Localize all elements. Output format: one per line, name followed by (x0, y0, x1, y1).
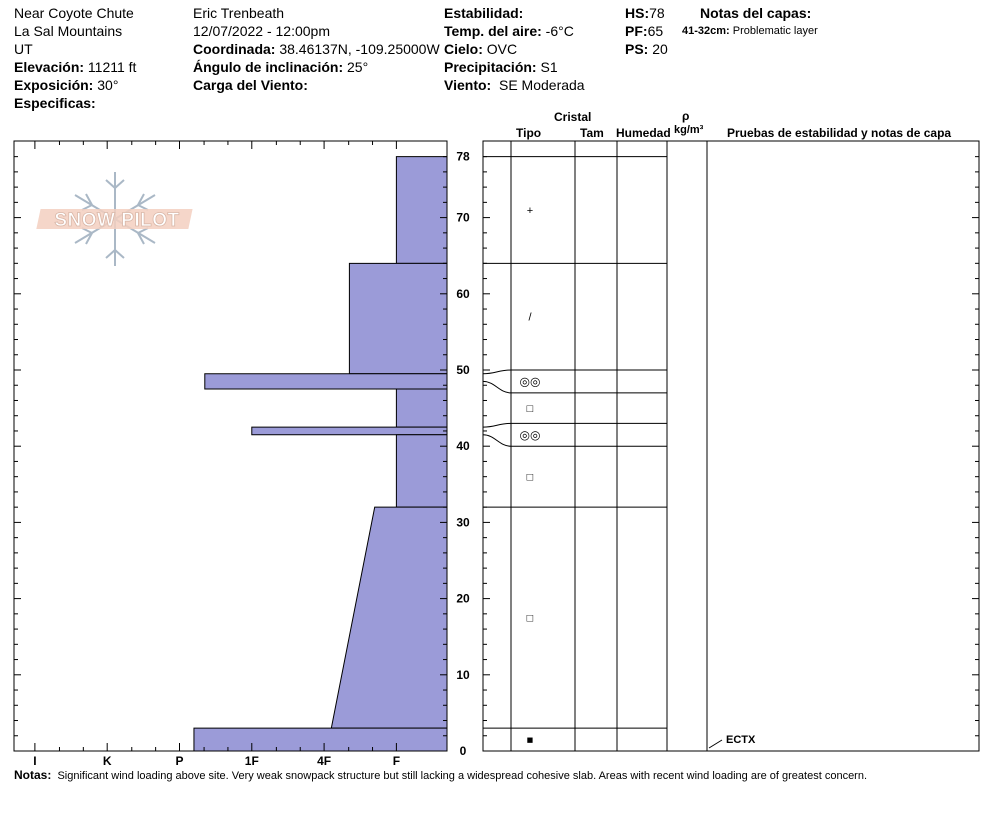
hs-value: 78 (649, 5, 665, 21)
elevation-label: Elevación: (14, 59, 85, 75)
snowpilot-logo-text: SNOW PILOT (54, 210, 180, 231)
depth-tick-label: 60 (456, 286, 470, 301)
size-header: Tam (580, 126, 604, 140)
notes-text: Significant wind loading above site. Very weak snowpack structure but still lacking a widespread cohesive slab. Areas with recent wind loading are of greatest concern. (57, 770, 868, 782)
moisture-header: Humedad (616, 126, 671, 140)
layer-connector (483, 381, 511, 392)
precip-label: Precipitación: (444, 59, 537, 75)
precip-value: S1 (540, 59, 558, 75)
grain-type-symbol: □ (526, 471, 534, 484)
depth-tick-label: 20 (456, 591, 470, 606)
depth-tick-label: 40 (456, 439, 470, 454)
wind-value: SE Moderada (498, 77, 585, 93)
layer-connector (483, 423, 511, 427)
hardness-layer (205, 374, 447, 389)
hardness-layer (331, 507, 447, 728)
grain-type-symbol: □ (526, 612, 534, 625)
density-unit-header: kg/m³ (674, 124, 704, 136)
elevation-value: 11211 ft (87, 59, 137, 75)
depth-tick-label: 50 (456, 363, 470, 377)
hardness-tick-label: 4F (317, 754, 332, 768)
depth-tick-label: 0 (459, 744, 467, 758)
notes-label: Notas: (14, 768, 52, 782)
stability-test-label: ECTX (726, 734, 756, 746)
layer-note-text: Problematic layer (732, 25, 818, 37)
date-time: 12/07/2022 - 12:00pm (193, 23, 330, 39)
stability-test-pointer (709, 740, 722, 748)
hardness-layer (396, 435, 447, 507)
grain-type-symbol: / (528, 311, 532, 324)
depth-tick-label: 70 (456, 210, 470, 225)
slope-label: Ángulo de inclinación: (193, 59, 344, 75)
sky-value: OVC (486, 41, 518, 57)
coord-value: 38.46137N, -109.25000W (279, 41, 440, 57)
depth-tick-label: 78 (456, 149, 470, 164)
specifics-label: Especificas: (14, 95, 96, 111)
layer-connector (483, 435, 511, 446)
pf-value: 65 (647, 23, 664, 39)
wind-load-label: Carga del Viento: (193, 77, 308, 93)
hardness-tick-label: I (33, 754, 37, 768)
slope-value: 25° (347, 59, 369, 75)
grain-type-symbol: + (526, 204, 534, 217)
hardness-tick-label: F (392, 754, 401, 768)
hardness-layer (396, 389, 447, 427)
depth-tick-label: 10 (456, 667, 470, 682)
layer-connector (483, 370, 511, 374)
tests-header: Pruebas de estabilidad y notas de capa (727, 126, 952, 140)
grain-type-symbol: □ (526, 403, 534, 416)
observer-name: Eric Trenbeath (193, 5, 285, 21)
hardness-layer (252, 427, 447, 435)
rho-header: ρ (682, 109, 690, 123)
ps-label: PS: (625, 41, 649, 57)
state: UT (14, 41, 33, 57)
coord-label: Coordinada: (193, 41, 276, 57)
location-name: Near Coyote Chute (14, 5, 134, 21)
hardness-layer (194, 728, 447, 751)
mountain-range: La Sal Mountains (14, 23, 123, 39)
grain-type-symbol: ■ (526, 734, 534, 747)
hardness-tick-label: 1F (244, 754, 259, 768)
aspect-value: 30° (97, 77, 119, 93)
grain-type-symbol: ◎◎ (519, 374, 541, 389)
grain-type-symbol: ◎◎ (519, 427, 541, 442)
hardness-layer (349, 263, 447, 373)
hardness-tick-label: K (102, 754, 112, 768)
hardness-tick-label: P (175, 754, 184, 768)
aspect-label: Exposición: (14, 77, 94, 93)
hardness-layer (396, 157, 447, 264)
air-temp-label: Temp. del aire: (444, 23, 542, 39)
stability-label: Estabilidad: (444, 5, 524, 21)
layer-note-range: 41-32cm: (682, 25, 730, 37)
layer-notes-label: Notas del capas: (700, 5, 812, 21)
pf-label: PF: (625, 23, 648, 39)
depth-tick-label: 30 (456, 515, 470, 530)
air-temp-value: -6°C (545, 23, 574, 39)
type-header: Tipo (516, 126, 542, 140)
crystal-header: Cristal (554, 110, 592, 124)
sky-label: Cielo: (444, 41, 483, 57)
hs-label: HS: (625, 5, 650, 21)
ps-value: 20 (652, 41, 668, 57)
notes (14, 766, 867, 785)
wind-label: Viento: (444, 77, 492, 93)
